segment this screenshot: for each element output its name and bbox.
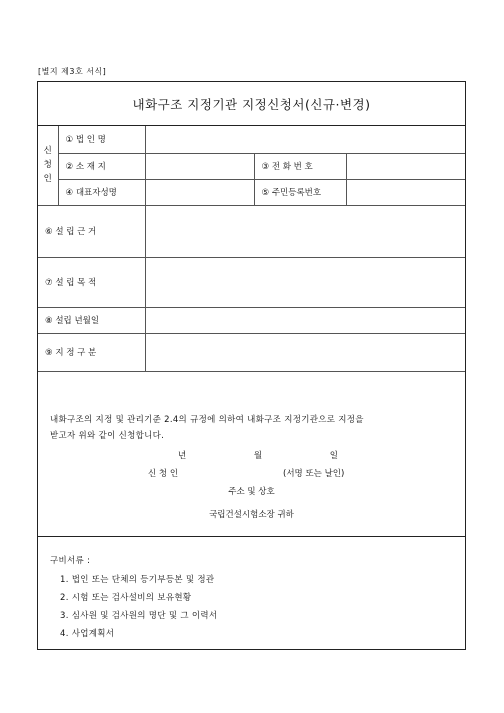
label-resident-no: ⑤ 주민등록번호 xyxy=(254,179,346,205)
signer-row xyxy=(148,467,378,479)
row-basis xyxy=(38,205,465,257)
input-est-date[interactable] xyxy=(145,307,465,333)
label-phone: ③ 전 화 번 호 xyxy=(254,153,346,179)
label-corp-name: ① 법 인 명 xyxy=(58,126,145,153)
application-form xyxy=(37,81,466,650)
row-est-date xyxy=(38,307,465,333)
documents-heading: 구비서류 : xyxy=(50,556,91,566)
label-category: ⑨ 지 정 구 분 xyxy=(38,333,145,371)
input-purpose[interactable] xyxy=(145,257,465,307)
input-corp-name[interactable] xyxy=(145,126,465,153)
signature-note: (서명 또는 날인) xyxy=(283,469,345,479)
label-rep-name: ④ 대표자성명 xyxy=(58,179,145,205)
label-basis: ⑥ 설 립 근 거 xyxy=(38,205,145,257)
address-company: 주소 및 상호 xyxy=(228,487,275,497)
declaration-line-1: 내화구조의 지정 및 관리기준 2.4의 규정에 의하여 내화구조 지정기관으로 지정을 xyxy=(50,415,364,425)
document-item: 4. 사업계획서 xyxy=(60,629,115,639)
date-month: 월 xyxy=(253,451,263,461)
label-purpose: ⑦ 설 립 목 적 xyxy=(38,257,145,307)
declaration-line-2: 받고자 위와 같이 신청합니다. xyxy=(50,431,165,441)
label-address: ② 소 재 지 xyxy=(58,153,145,179)
row-category xyxy=(38,333,465,371)
applicant-signer: 신 청 인 xyxy=(148,469,179,479)
input-resident-no[interactable] xyxy=(346,179,465,205)
input-rep-name[interactable] xyxy=(145,179,254,205)
application-fields-table xyxy=(38,126,465,372)
date-row xyxy=(178,449,338,461)
row-representative xyxy=(38,179,465,205)
row-address xyxy=(38,153,465,179)
form-title: 내화구조 지정기관 지정신청서(신규·변경) xyxy=(38,82,465,126)
date-year: 년 xyxy=(178,451,187,461)
input-phone[interactable] xyxy=(346,153,465,179)
recipient: 국립건설시험소장 귀하 xyxy=(209,510,294,520)
input-address[interactable] xyxy=(145,153,254,179)
row-corp-name xyxy=(38,126,465,153)
document-item: 3. 심사원 및 검사원의 명단 및 그 이력서 xyxy=(60,611,218,621)
input-category[interactable] xyxy=(145,333,465,371)
declaration-section xyxy=(38,392,465,537)
applicant-label: 신 청 인 xyxy=(38,126,58,205)
date-day: 일 xyxy=(329,451,338,461)
label-est-date: ⑧ 설립 년월일 xyxy=(38,307,145,333)
form-number-label: [별지 제3호 서식] xyxy=(38,67,107,76)
row-purpose xyxy=(38,257,465,307)
input-basis[interactable] xyxy=(145,205,465,257)
document-item: 1. 법인 또는 단체의 등기부등본 및 정관 xyxy=(60,575,215,585)
document-item: 2. 시험 또는 검사설비의 보유현황 xyxy=(60,593,192,603)
